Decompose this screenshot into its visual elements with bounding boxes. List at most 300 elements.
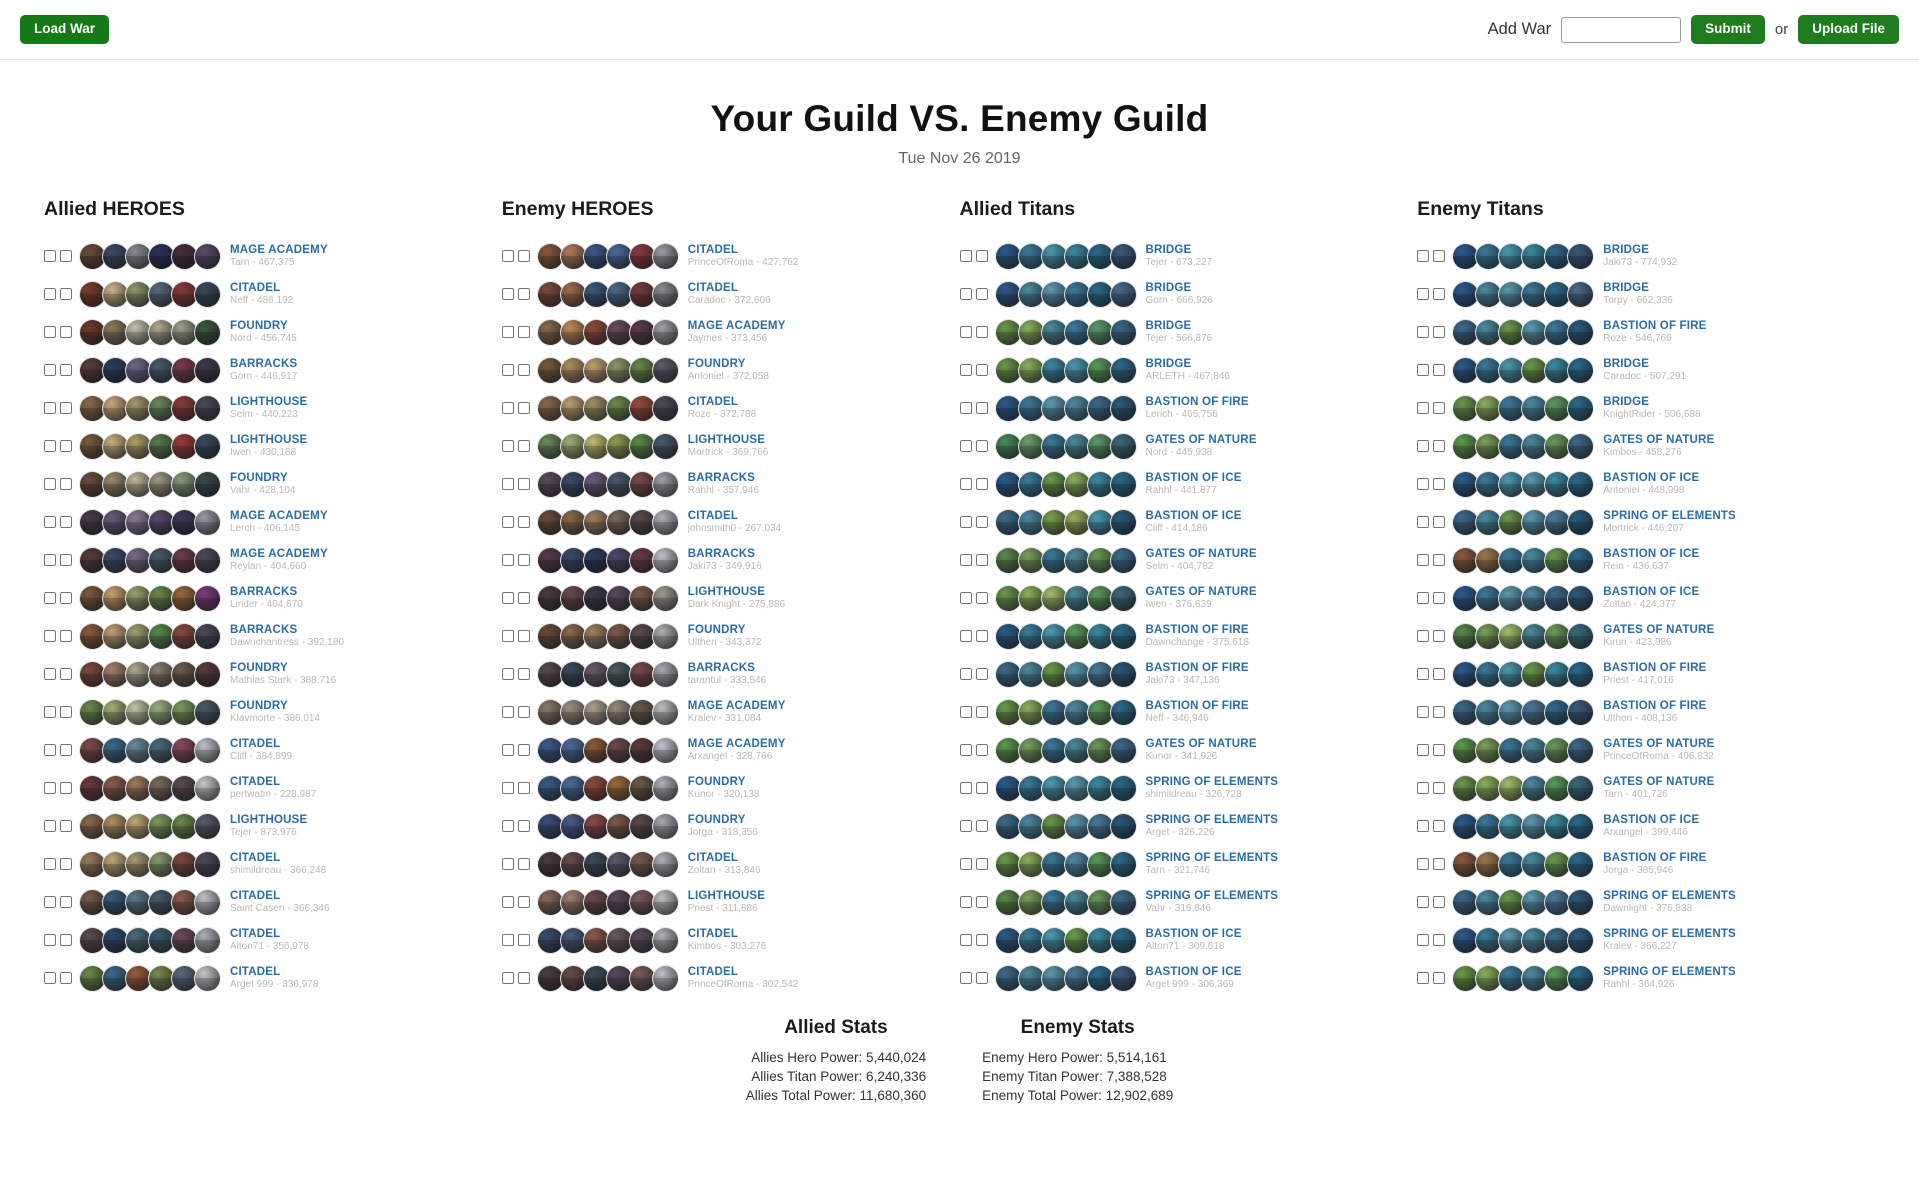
row-checkbox-secondary[interactable]	[60, 782, 72, 794]
guild-name[interactable]: CITADEL	[687, 965, 739, 978]
guild-name[interactable]: BARRACKS	[230, 623, 298, 636]
row-checkbox-primary[interactable]	[502, 782, 514, 794]
roster-row[interactable]	[44, 807, 502, 845]
row-checkbox-primary[interactable]	[960, 744, 972, 756]
roster-row[interactable]	[44, 427, 502, 465]
row-checkbox-primary[interactable]	[44, 934, 56, 946]
roster-row[interactable]	[502, 617, 960, 655]
guild-name[interactable]: LIGHTHOUSE	[687, 889, 766, 902]
row-checkbox-primary[interactable]	[502, 402, 514, 414]
roster-row[interactable]	[502, 731, 960, 769]
guild-name[interactable]: BARRACKS	[230, 357, 298, 370]
roster-row[interactable]	[44, 959, 502, 997]
roster-row[interactable]	[502, 275, 960, 313]
roster-row[interactable]	[960, 275, 1418, 313]
roster-row[interactable]	[502, 579, 960, 617]
row-checkbox-secondary[interactable]	[1433, 630, 1445, 642]
roster-row[interactable]	[1417, 731, 1875, 769]
row-checkbox-primary[interactable]	[502, 288, 514, 300]
guild-name[interactable]: MAGE ACADEMY	[687, 699, 786, 712]
row-checkbox-secondary[interactable]	[60, 440, 72, 452]
row-checkbox-secondary[interactable]	[60, 896, 72, 908]
row-checkbox-primary[interactable]	[44, 744, 56, 756]
row-checkbox-secondary[interactable]	[976, 478, 988, 490]
roster-row[interactable]	[44, 769, 502, 807]
guild-name[interactable]: BASTION OF FIRE	[1145, 661, 1249, 674]
row-checkbox-secondary[interactable]	[1433, 668, 1445, 680]
row-checkbox-primary[interactable]	[1417, 554, 1429, 566]
row-checkbox-secondary[interactable]	[1433, 516, 1445, 528]
row-checkbox-primary[interactable]	[502, 858, 514, 870]
guild-name[interactable]: CITADEL	[230, 965, 281, 978]
row-checkbox-primary[interactable]	[502, 440, 514, 452]
guild-name[interactable]: SPRING OF ELEMENTS	[1145, 813, 1279, 826]
guild-name[interactable]: BASTION OF ICE	[1603, 813, 1700, 826]
row-checkbox-secondary[interactable]	[518, 820, 530, 832]
row-checkbox-secondary[interactable]	[518, 782, 530, 794]
row-checkbox-secondary[interactable]	[60, 364, 72, 376]
roster-row[interactable]	[960, 693, 1418, 731]
row-checkbox-primary[interactable]	[502, 744, 514, 756]
row-checkbox-secondary[interactable]	[518, 402, 530, 414]
guild-name[interactable]: BARRACKS	[230, 585, 298, 598]
guild-name[interactable]: GATES OF NATURE	[1603, 737, 1715, 750]
row-checkbox-secondary[interactable]	[518, 896, 530, 908]
guild-name[interactable]: LIGHTHOUSE	[230, 813, 308, 826]
roster-row[interactable]	[502, 959, 960, 997]
row-checkbox-secondary[interactable]	[976, 288, 988, 300]
row-checkbox-secondary[interactable]	[518, 934, 530, 946]
guild-name[interactable]: GATES OF NATURE	[1145, 547, 1257, 560]
guild-name[interactable]: FOUNDRY	[230, 661, 288, 674]
roster-row[interactable]	[502, 237, 960, 275]
row-checkbox-primary[interactable]	[502, 630, 514, 642]
guild-name[interactable]: BASTION OF FIRE	[1603, 319, 1707, 332]
row-checkbox-primary[interactable]	[960, 326, 972, 338]
row-checkbox-primary[interactable]	[960, 440, 972, 452]
row-checkbox-secondary[interactable]	[1433, 364, 1445, 376]
roster-row[interactable]	[502, 883, 960, 921]
guild-name[interactable]: FOUNDRY	[230, 699, 288, 712]
row-checkbox-secondary[interactable]	[976, 364, 988, 376]
guild-name[interactable]: SPRING OF ELEMENTS	[1603, 965, 1736, 978]
row-checkbox-primary[interactable]	[1417, 744, 1429, 756]
row-checkbox-secondary[interactable]	[976, 782, 988, 794]
row-checkbox-primary[interactable]	[44, 972, 56, 984]
roster-row[interactable]	[1417, 845, 1875, 883]
guild-name[interactable]: BASTION OF ICE	[1145, 965, 1242, 978]
row-checkbox-primary[interactable]	[960, 668, 972, 680]
row-checkbox-secondary[interactable]	[518, 592, 530, 604]
row-checkbox-primary[interactable]	[960, 516, 972, 528]
roster-row[interactable]	[44, 503, 502, 541]
roster-row[interactable]	[1417, 351, 1875, 389]
row-checkbox-secondary[interactable]	[60, 554, 72, 566]
roster-row[interactable]	[1417, 921, 1875, 959]
row-checkbox-primary[interactable]	[1417, 972, 1429, 984]
guild-name[interactable]: FOUNDRY	[687, 623, 746, 636]
row-checkbox-primary[interactable]	[502, 820, 514, 832]
row-checkbox-primary[interactable]	[1417, 478, 1429, 490]
row-checkbox-secondary[interactable]	[518, 288, 530, 300]
row-checkbox-secondary[interactable]	[1433, 440, 1445, 452]
guild-name[interactable]: BASTION OF ICE	[1603, 547, 1700, 560]
row-checkbox-primary[interactable]	[502, 934, 514, 946]
row-checkbox-secondary[interactable]	[976, 972, 988, 984]
guild-name[interactable]: CITADEL	[230, 889, 281, 902]
roster-row[interactable]	[960, 921, 1418, 959]
row-checkbox-primary[interactable]	[502, 706, 514, 718]
row-checkbox-secondary[interactable]	[1433, 820, 1445, 832]
roster-row[interactable]	[1417, 313, 1875, 351]
roster-row[interactable]	[502, 693, 960, 731]
row-checkbox-secondary[interactable]	[976, 630, 988, 642]
row-checkbox-secondary[interactable]	[1433, 896, 1445, 908]
roster-row[interactable]	[960, 389, 1418, 427]
row-checkbox-secondary[interactable]	[1433, 744, 1445, 756]
row-checkbox-primary[interactable]	[44, 402, 56, 414]
row-checkbox-primary[interactable]	[502, 554, 514, 566]
row-checkbox-secondary[interactable]	[1433, 250, 1445, 262]
roster-row[interactable]	[44, 883, 502, 921]
guild-name[interactable]: FOUNDRY	[687, 813, 746, 826]
guild-name[interactable]: BRIDGE	[1145, 243, 1192, 256]
guild-name[interactable]: SPRING OF ELEMENTS	[1603, 509, 1736, 522]
guild-name[interactable]: BARRACKS	[687, 547, 756, 560]
guild-name[interactable]: BRIDGE	[1603, 395, 1650, 408]
row-checkbox-primary[interactable]	[502, 972, 514, 984]
roster-row[interactable]	[44, 655, 502, 693]
roster-row[interactable]	[44, 541, 502, 579]
roster-row[interactable]	[1417, 427, 1875, 465]
guild-name[interactable]: GATES OF NATURE	[1603, 433, 1715, 446]
row-checkbox-secondary[interactable]	[1433, 934, 1445, 946]
submit-button[interactable]: Submit	[1691, 15, 1765, 44]
roster-row[interactable]	[44, 389, 502, 427]
guild-name[interactable]: CITADEL	[230, 775, 281, 788]
row-checkbox-secondary[interactable]	[518, 744, 530, 756]
row-checkbox-secondary[interactable]	[976, 668, 988, 680]
row-checkbox-secondary[interactable]	[518, 478, 530, 490]
guild-name[interactable]: FOUNDRY	[687, 357, 746, 370]
guild-name[interactable]: BRIDGE	[1603, 243, 1650, 256]
row-checkbox-secondary[interactable]	[976, 934, 988, 946]
guild-name[interactable]: LIGHTHOUSE	[687, 433, 766, 446]
row-checkbox-secondary[interactable]	[1433, 402, 1445, 414]
roster-row[interactable]	[960, 427, 1418, 465]
row-checkbox-secondary[interactable]	[518, 250, 530, 262]
roster-row[interactable]	[44, 465, 502, 503]
guild-name[interactable]: GATES OF NATURE	[1145, 433, 1257, 446]
guild-name[interactable]: CITADEL	[687, 281, 739, 294]
roster-row[interactable]	[960, 655, 1418, 693]
guild-name[interactable]: BRIDGE	[1145, 319, 1192, 332]
roster-row[interactable]	[502, 389, 960, 427]
row-checkbox-primary[interactable]	[502, 478, 514, 490]
guild-name[interactable]: CITADEL	[230, 281, 281, 294]
row-checkbox-secondary[interactable]	[60, 250, 72, 262]
row-checkbox-secondary[interactable]	[60, 934, 72, 946]
row-checkbox-primary[interactable]	[502, 516, 514, 528]
row-checkbox-secondary[interactable]	[1433, 592, 1445, 604]
row-checkbox-primary[interactable]	[44, 554, 56, 566]
guild-name[interactable]: MAGE ACADEMY	[230, 547, 328, 560]
guild-name[interactable]: BRIDGE	[1145, 281, 1192, 294]
row-checkbox-secondary[interactable]	[60, 630, 72, 642]
row-checkbox-secondary[interactable]	[976, 326, 988, 338]
roster-row[interactable]	[44, 731, 502, 769]
roster-row[interactable]	[502, 807, 960, 845]
roster-row[interactable]	[960, 503, 1418, 541]
guild-name[interactable]: CITADEL	[230, 737, 281, 750]
row-checkbox-primary[interactable]	[44, 820, 56, 832]
row-checkbox-primary[interactable]	[960, 706, 972, 718]
upload-file-button[interactable]: Upload File	[1798, 15, 1899, 44]
row-checkbox-primary[interactable]	[502, 668, 514, 680]
roster-row[interactable]	[502, 655, 960, 693]
roster-row[interactable]	[502, 541, 960, 579]
roster-row[interactable]	[44, 693, 502, 731]
row-checkbox-secondary[interactable]	[976, 402, 988, 414]
row-checkbox-secondary[interactable]	[60, 668, 72, 680]
guild-name[interactable]: BARRACKS	[687, 661, 756, 674]
guild-name[interactable]: BASTION OF FIRE	[1603, 661, 1707, 674]
row-checkbox-primary[interactable]	[44, 782, 56, 794]
roster-row[interactable]	[502, 465, 960, 503]
row-checkbox-secondary[interactable]	[976, 516, 988, 528]
row-checkbox-primary[interactable]	[44, 896, 56, 908]
roster-row[interactable]	[502, 845, 960, 883]
row-checkbox-primary[interactable]	[960, 934, 972, 946]
row-checkbox-secondary[interactable]	[518, 858, 530, 870]
row-checkbox-secondary[interactable]	[60, 706, 72, 718]
row-checkbox-secondary[interactable]	[60, 516, 72, 528]
row-checkbox-primary[interactable]	[1417, 858, 1429, 870]
row-checkbox-primary[interactable]	[44, 364, 56, 376]
row-checkbox-secondary[interactable]	[976, 440, 988, 452]
guild-name[interactable]: BASTION OF FIRE	[1603, 699, 1707, 712]
row-checkbox-primary[interactable]	[960, 364, 972, 376]
row-checkbox-primary[interactable]	[960, 250, 972, 262]
row-checkbox-primary[interactable]	[1417, 668, 1429, 680]
row-checkbox-primary[interactable]	[960, 592, 972, 604]
row-checkbox-primary[interactable]	[1417, 516, 1429, 528]
guild-name[interactable]: GATES OF NATURE	[1145, 737, 1257, 750]
guild-name[interactable]: MAGE ACADEMY	[230, 243, 328, 256]
row-checkbox-primary[interactable]	[960, 896, 972, 908]
row-checkbox-secondary[interactable]	[1433, 972, 1445, 984]
row-checkbox-primary[interactable]	[502, 326, 514, 338]
guild-name[interactable]: BASTION OF FIRE	[1145, 699, 1249, 712]
guild-name[interactable]: BASTION OF ICE	[1145, 927, 1242, 940]
roster-row[interactable]	[1417, 883, 1875, 921]
row-checkbox-primary[interactable]	[1417, 896, 1429, 908]
roster-row[interactable]	[1417, 579, 1875, 617]
roster-row[interactable]	[1417, 617, 1875, 655]
row-checkbox-secondary[interactable]	[1433, 326, 1445, 338]
guild-name[interactable]: SPRING OF ELEMENTS	[1145, 851, 1279, 864]
row-checkbox-primary[interactable]	[1417, 820, 1429, 832]
row-checkbox-primary[interactable]	[1417, 782, 1429, 794]
row-checkbox-secondary[interactable]	[976, 896, 988, 908]
row-checkbox-secondary[interactable]	[976, 592, 988, 604]
guild-name[interactable]: BASTION OF ICE	[1145, 471, 1242, 484]
guild-name[interactable]: BASTION OF FIRE	[1145, 623, 1249, 636]
roster-row[interactable]	[502, 503, 960, 541]
guild-name[interactable]: BASTION OF FIRE	[1603, 851, 1707, 864]
guild-name[interactable]: LIGHTHOUSE	[687, 585, 766, 598]
roster-row[interactable]	[960, 313, 1418, 351]
row-checkbox-secondary[interactable]	[976, 858, 988, 870]
row-checkbox-secondary[interactable]	[518, 668, 530, 680]
guild-name[interactable]: SPRING OF ELEMENTS	[1603, 889, 1736, 902]
guild-name[interactable]: BASTION OF ICE	[1145, 509, 1242, 522]
row-checkbox-primary[interactable]	[44, 326, 56, 338]
row-checkbox-secondary[interactable]	[60, 820, 72, 832]
row-checkbox-secondary[interactable]	[60, 402, 72, 414]
row-checkbox-secondary[interactable]	[1433, 706, 1445, 718]
guild-name[interactable]: SPRING OF ELEMENTS	[1145, 889, 1279, 902]
roster-row[interactable]	[1417, 693, 1875, 731]
roster-row[interactable]	[960, 769, 1418, 807]
row-checkbox-secondary[interactable]	[976, 706, 988, 718]
roster-row[interactable]	[44, 845, 502, 883]
roster-row[interactable]	[1417, 769, 1875, 807]
guild-name[interactable]: LIGHTHOUSE	[230, 395, 308, 408]
roster-row[interactable]	[960, 579, 1418, 617]
roster-row[interactable]	[44, 351, 502, 389]
guild-name[interactable]: SPRING OF ELEMENTS	[1145, 775, 1279, 788]
row-checkbox-primary[interactable]	[1417, 364, 1429, 376]
row-checkbox-primary[interactable]	[1417, 630, 1429, 642]
row-checkbox-primary[interactable]	[44, 668, 56, 680]
roster-row[interactable]	[1417, 807, 1875, 845]
roster-row[interactable]	[44, 617, 502, 655]
row-checkbox-primary[interactable]	[960, 858, 972, 870]
guild-name[interactable]: FOUNDRY	[687, 775, 746, 788]
row-checkbox-secondary[interactable]	[60, 326, 72, 338]
roster-row[interactable]	[960, 845, 1418, 883]
row-checkbox-primary[interactable]	[1417, 592, 1429, 604]
guild-name[interactable]: CITADEL	[230, 927, 281, 940]
row-checkbox-primary[interactable]	[960, 288, 972, 300]
guild-name[interactable]: FOUNDRY	[230, 319, 288, 332]
row-checkbox-secondary[interactable]	[60, 744, 72, 756]
roster-row[interactable]	[44, 313, 502, 351]
roster-row[interactable]	[960, 807, 1418, 845]
load-war-button[interactable]: Load War	[20, 15, 109, 44]
roster-row[interactable]	[1417, 465, 1875, 503]
roster-row[interactable]	[960, 959, 1418, 997]
row-checkbox-secondary[interactable]	[1433, 858, 1445, 870]
roster-row[interactable]	[44, 275, 502, 313]
roster-row[interactable]	[502, 921, 960, 959]
row-checkbox-secondary[interactable]	[1433, 288, 1445, 300]
roster-row[interactable]	[502, 427, 960, 465]
roster-row[interactable]	[502, 351, 960, 389]
roster-row[interactable]	[960, 883, 1418, 921]
roster-row[interactable]	[960, 617, 1418, 655]
row-checkbox-primary[interactable]	[44, 858, 56, 870]
row-checkbox-primary[interactable]	[960, 630, 972, 642]
row-checkbox-secondary[interactable]	[976, 250, 988, 262]
guild-name[interactable]: BARRACKS	[687, 471, 756, 484]
roster-row[interactable]	[960, 731, 1418, 769]
guild-name[interactable]: MAGE ACADEMY	[687, 737, 786, 750]
row-checkbox-secondary[interactable]	[518, 516, 530, 528]
roster-row[interactable]	[44, 921, 502, 959]
row-checkbox-secondary[interactable]	[976, 744, 988, 756]
row-checkbox-primary[interactable]	[1417, 288, 1429, 300]
row-checkbox-primary[interactable]	[960, 402, 972, 414]
row-checkbox-primary[interactable]	[960, 554, 972, 566]
row-checkbox-primary[interactable]	[44, 440, 56, 452]
row-checkbox-primary[interactable]	[502, 364, 514, 376]
guild-name[interactable]: FOUNDRY	[230, 471, 288, 484]
guild-name[interactable]: BASTION OF ICE	[1603, 585, 1700, 598]
guild-name[interactable]: BRIDGE	[1603, 281, 1650, 294]
row-checkbox-primary[interactable]	[44, 516, 56, 528]
roster-row[interactable]	[1417, 237, 1875, 275]
guild-name[interactable]: MAGE ACADEMY	[230, 509, 328, 522]
add-war-input[interactable]	[1561, 17, 1681, 43]
row-checkbox-primary[interactable]	[960, 972, 972, 984]
row-checkbox-primary[interactable]	[1417, 250, 1429, 262]
row-checkbox-secondary[interactable]	[1433, 478, 1445, 490]
guild-name[interactable]: BRIDGE	[1145, 357, 1192, 370]
row-checkbox-primary[interactable]	[44, 592, 56, 604]
row-checkbox-secondary[interactable]	[60, 478, 72, 490]
row-checkbox-primary[interactable]	[1417, 402, 1429, 414]
row-checkbox-primary[interactable]	[44, 630, 56, 642]
roster-row[interactable]	[960, 351, 1418, 389]
row-checkbox-primary[interactable]	[1417, 326, 1429, 338]
roster-row[interactable]	[1417, 275, 1875, 313]
row-checkbox-primary[interactable]	[502, 250, 514, 262]
row-checkbox-primary[interactable]	[960, 782, 972, 794]
row-checkbox-primary[interactable]	[44, 288, 56, 300]
row-checkbox-primary[interactable]	[960, 478, 972, 490]
guild-name[interactable]: CITADEL	[687, 927, 739, 940]
guild-name[interactable]: CITADEL	[687, 243, 739, 256]
roster-row[interactable]	[502, 313, 960, 351]
row-checkbox-secondary[interactable]	[518, 706, 530, 718]
row-checkbox-secondary[interactable]	[518, 364, 530, 376]
guild-name[interactable]: BASTION OF FIRE	[1145, 395, 1249, 408]
row-checkbox-primary[interactable]	[1417, 706, 1429, 718]
row-checkbox-secondary[interactable]	[1433, 554, 1445, 566]
guild-name[interactable]: GATES OF NATURE	[1603, 775, 1715, 788]
roster-row[interactable]	[960, 465, 1418, 503]
roster-row[interactable]	[1417, 655, 1875, 693]
guild-name[interactable]: MAGE ACADEMY	[687, 319, 786, 332]
row-checkbox-secondary[interactable]	[1433, 782, 1445, 794]
roster-row[interactable]	[1417, 503, 1875, 541]
row-checkbox-primary[interactable]	[960, 820, 972, 832]
guild-name[interactable]: CITADEL	[687, 395, 739, 408]
row-checkbox-secondary[interactable]	[60, 288, 72, 300]
row-checkbox-primary[interactable]	[502, 592, 514, 604]
guild-name[interactable]: GATES OF NATURE	[1145, 585, 1257, 598]
row-checkbox-primary[interactable]	[1417, 440, 1429, 452]
guild-name[interactable]: CITADEL	[687, 851, 739, 864]
row-checkbox-primary[interactable]	[44, 250, 56, 262]
row-checkbox-primary[interactable]	[44, 478, 56, 490]
roster-row[interactable]	[502, 769, 960, 807]
guild-name[interactable]: SPRING OF ELEMENTS	[1603, 927, 1736, 940]
roster-row[interactable]	[1417, 959, 1875, 997]
row-checkbox-primary[interactable]	[502, 896, 514, 908]
